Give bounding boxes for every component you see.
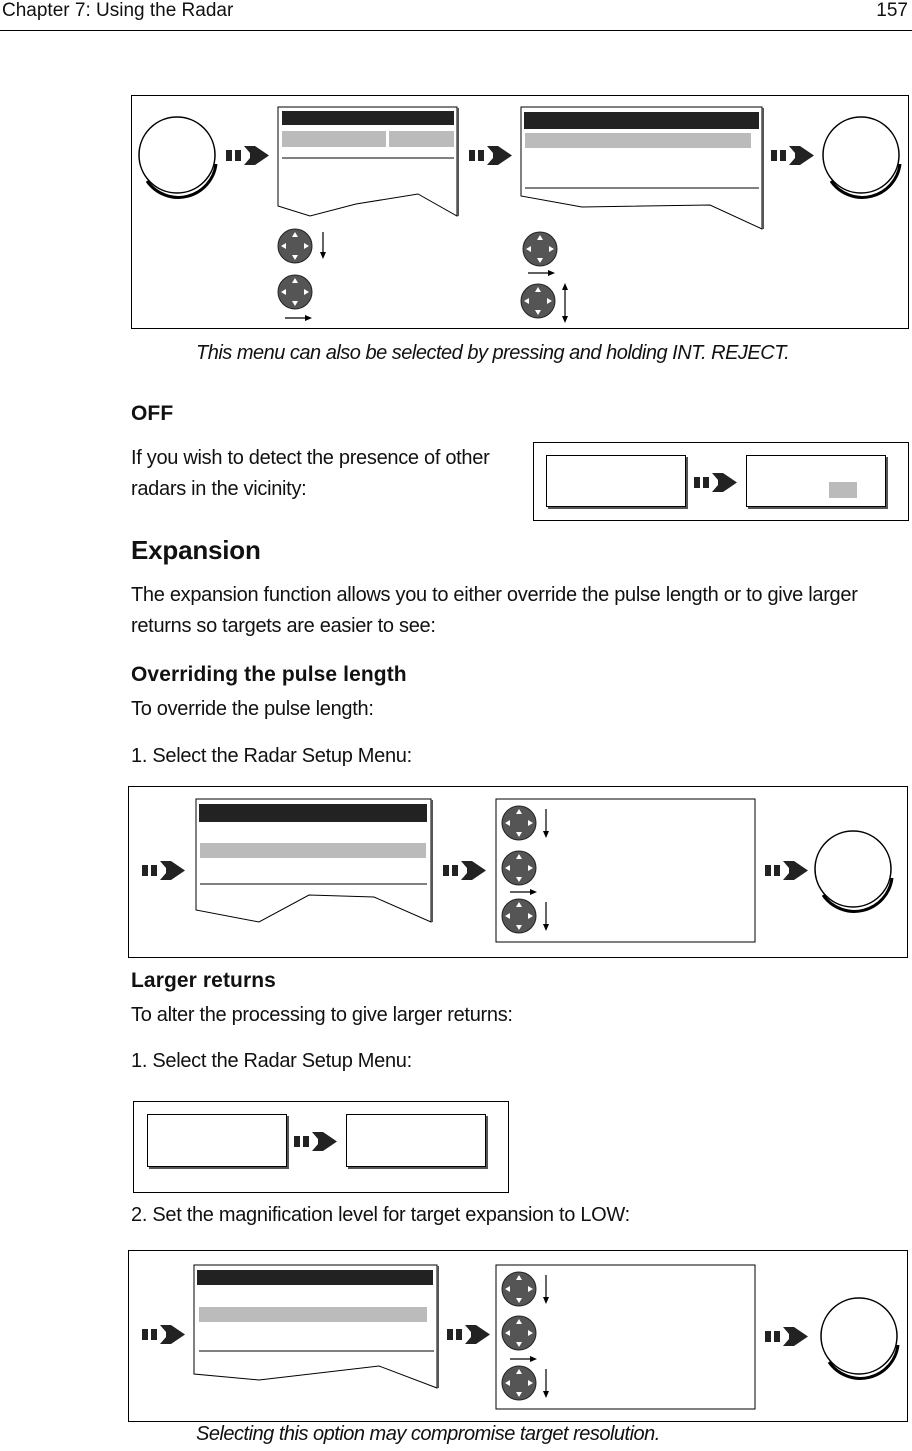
expansion-heading: Expansion <box>131 535 261 565</box>
trackpad-icon <box>278 275 312 309</box>
softkey-icon <box>346 1114 486 1167</box>
softkey-icon <box>746 455 886 507</box>
diagram-int-reject <box>131 95 909 329</box>
arrow-right-icon <box>443 861 486 880</box>
resolution-caption: Selecting this option may compromise target resolution. <box>196 1423 660 1445</box>
menu-screen-icon <box>196 799 432 922</box>
arrow-right-icon <box>294 1132 337 1151</box>
diagram-larger-select <box>133 1101 509 1193</box>
diagram-off <box>533 442 909 521</box>
diagram-override <box>128 786 908 958</box>
menu-screen-icon <box>521 107 763 229</box>
larger-heading: Larger returns <box>131 969 276 992</box>
softkey-icon <box>147 1114 287 1167</box>
trackpad-icon <box>502 1366 536 1400</box>
int-reject-caption: This menu can also be selected by pressing and holding INT. REJECT. <box>196 342 790 364</box>
knob-button-icon <box>823 117 900 197</box>
page-number: 157 <box>876 0 908 21</box>
softkey-icon <box>546 455 686 507</box>
header-rule <box>0 30 912 31</box>
chapter-title: Chapter 7: Using the Radar <box>2 0 234 21</box>
off-text-line2: radars in the vicinity: <box>131 478 307 500</box>
arrow-right-icon <box>447 1325 490 1344</box>
trackpad-icon <box>502 851 536 885</box>
arrow-right-icon <box>469 146 512 165</box>
larger-step2: 2. Set the magnification level for target expansion to LOW: <box>131 1204 630 1226</box>
override-step1: 1. Select the Radar Setup Menu: <box>131 745 412 767</box>
arrow-right-icon <box>765 861 808 880</box>
expansion-text-line1: The expansion function allows you to either override the pulse length or to give larger <box>131 584 858 606</box>
menu-screen-icon <box>194 1265 438 1388</box>
larger-step1: 1. Select the Radar Setup Menu: <box>131 1050 412 1072</box>
arrow-right-icon <box>226 146 269 165</box>
trackpad-icon <box>502 899 536 933</box>
off-heading: OFF <box>131 402 174 425</box>
diagram-larger-set <box>128 1250 908 1422</box>
trackpad-icon <box>523 232 557 266</box>
knob-button-icon <box>815 831 892 911</box>
arrow-right-icon <box>771 146 814 165</box>
off-text-line1: If you wish to detect the presence of other <box>131 447 490 469</box>
trackpad-icon <box>521 284 555 318</box>
trackpad-icon <box>278 229 312 263</box>
softkey-highlight <box>829 482 857 498</box>
knob-button-icon <box>139 117 216 197</box>
menu-screen-icon <box>278 107 458 216</box>
arrow-right-icon <box>694 473 737 492</box>
override-intro: To override the pulse length: <box>131 698 374 720</box>
trackpad-icon <box>502 1316 536 1350</box>
trackpad-icon <box>502 1272 536 1306</box>
arrow-right-icon <box>142 1325 185 1344</box>
larger-intro: To alter the processing to give larger returns: <box>131 1004 513 1026</box>
override-heading: Overriding the pulse length <box>131 663 407 686</box>
arrow-right-icon <box>765 1327 808 1346</box>
knob-button-icon <box>821 1298 898 1378</box>
expansion-text-line2: returns so targets are easier to see: <box>131 615 436 637</box>
arrow-right-icon <box>142 861 185 880</box>
trackpad-icon <box>502 806 536 840</box>
